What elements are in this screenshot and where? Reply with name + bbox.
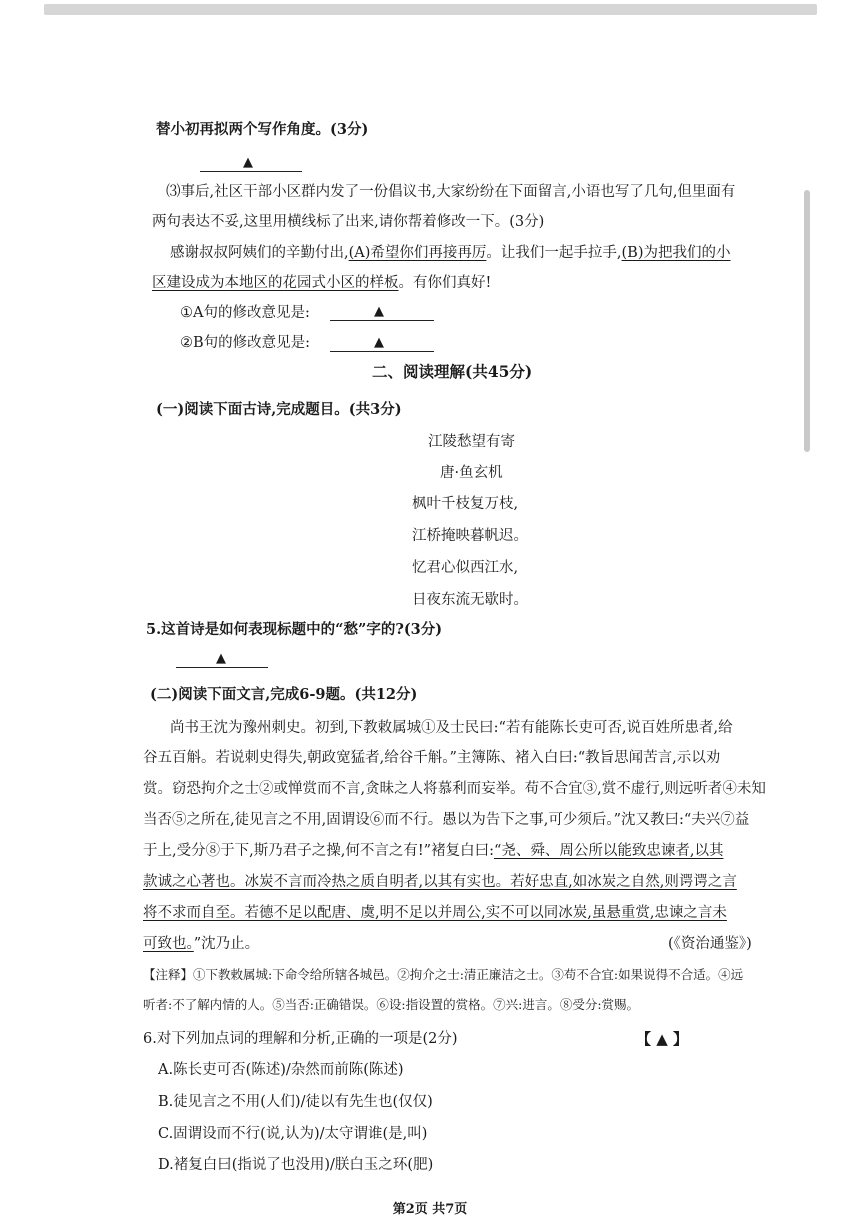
page-footer: 第2页 共7页 (392, 1202, 468, 1217)
answer-blank-a (330, 320, 434, 321)
option-c: C.固谓设而不行(说,认为)/太守谓谁(是,叫) (158, 1126, 428, 1142)
q3-message-line-2 (152, 273, 491, 293)
poem-title: 江陵愁望有寄 (428, 434, 515, 450)
poem-line: 忆君心似西江水, (412, 560, 519, 576)
message-text: 感谢叔叔阿姨们的辛勤付出, (170, 245, 349, 261)
q3-line-2: 两句表达不妥,这里用横线标了出来,请你帮着修改一下。(3分) (152, 214, 545, 230)
annotation-line: 【注释】①下教敕属城:下命令给所辖各城邑。②拘介之士:清正廉洁之士。③苟不合宜:如果说得不合适。④远 (143, 967, 744, 982)
source-citation: (《资治通鉴》) (668, 936, 752, 952)
text-span: 于上,受分⑧于下,斯乃君子之操,何不言之有!”褚复白曰: (143, 843, 494, 859)
q3-a-label: ①A句的修改意见是: (180, 305, 310, 321)
poem-line: 枫叶千枝复万枝, (412, 496, 519, 512)
answer-marker: ▲ (216, 651, 226, 666)
part2-heading: (二)阅读下面文言,完成6-9题。(共12分) (150, 686, 418, 703)
answer-blank (176, 667, 268, 668)
sentence-b-underlined-cont: 区建设成为本地区的花园式小区的样板 (152, 275, 399, 291)
answer-marker: ▲ (374, 335, 384, 350)
classical-text-line (143, 934, 259, 954)
underlined-passage: 将不求而自至。若德不足以配唐、虞,明不足以并周公,实不可以同冰炭,虽悬重赏,忠谏之言未 (143, 905, 727, 921)
option-a: A.陈长吏可否(陈述)/杂然而前陈(陈述) (158, 1062, 404, 1078)
underlined-passage: 可致也。 (143, 936, 194, 952)
q3-message-line-1 (170, 243, 731, 263)
answer-blank (200, 171, 302, 172)
answer-marker: ▲ (243, 155, 253, 170)
answer-marker: ▲ (374, 304, 384, 319)
classical-text-line: 赏。窃恐拘介之士②或惮赏而不言,贪昧之人将慕利而妄举。苟不合宜③,赏不虚行,则远听者④未知 (143, 781, 766, 797)
classical-text-line (143, 841, 723, 861)
message-text: 。有你们真好! (398, 275, 492, 291)
text-span: ”沈乃止。 (193, 936, 260, 952)
underlined-passage: “尧、舜、周公所以能致忠谏者,以其 (493, 843, 724, 859)
poem-line: 江桥掩映暮帆迟。 (412, 528, 528, 544)
poem-line: 日夜东流无歇时。 (412, 592, 528, 608)
classical-text-line: 尚书王沈为豫州刺史。初到,下教敕属城①及士民曰:“若有能陈长吏可否,说百姓所患者,给 (170, 720, 733, 736)
poem-author: 唐·鱼玄机 (440, 465, 503, 481)
message-text: 。让我们一起手拉手, (486, 245, 622, 261)
answer-bracket: 【 ▲ 】 (636, 1030, 688, 1048)
q3-b-label: ②B句的修改意见是: (180, 335, 311, 351)
underlined-passage: 款诚之心著也。冰炭不言而冷热之质自明者,以其有实也。若好忠直,如冰炭之自然,则谔谔之言 (143, 874, 737, 890)
answer-blank-b (330, 351, 434, 352)
classical-text-line: 当否⑤之所在,徒见言之不用,固谓设⑥而不行。愚以为告下之事,可少须后。”沈又教曰:“夫兴⑦益 (143, 812, 750, 828)
sentence-b-underlined: (B)为把我们的小 (621, 245, 731, 261)
question-5: 5.这首诗是如何表现标题中的“愁”字的?(3分) (146, 621, 443, 638)
annotation-line: 听者:不了解内情的人。⑤当否:正确错误。⑥设:指设置的赏格。⑦兴:进言。⑧受分:赏赐。 (143, 997, 640, 1012)
classical-text-line: 谷五百斛。若说刺史得失,朝政宽猛者,给谷千斛。”主簿陈、褚入白曰:“教旨思闻苦言,示以劝 (143, 750, 721, 766)
sentence-a-underlined: (A)希望你们再接再厉 (348, 245, 487, 261)
question-6: 6.对下列加点词的理解和分析,正确的一项是(2分) (143, 1031, 458, 1047)
option-d: D.褚复白曰(指说了也没用)/朕白玉之环(肥) (158, 1157, 434, 1173)
part1-heading: (一)阅读下面古诗,完成题目。(共3分) (156, 401, 402, 418)
section-title: 二、阅读理解(共45分) (372, 362, 533, 381)
option-b: B.徒见言之不用(人们)/徒以有先生也(仅仅) (158, 1094, 433, 1110)
q4-tail-text: 替小初再拟两个写作角度。(3分) (156, 121, 369, 138)
q3-line-1: ⑶事后,社区干部小区群内发了一份倡议书,大家纷纷在下面留言,小语也写了几句,但里面有 (166, 184, 736, 200)
